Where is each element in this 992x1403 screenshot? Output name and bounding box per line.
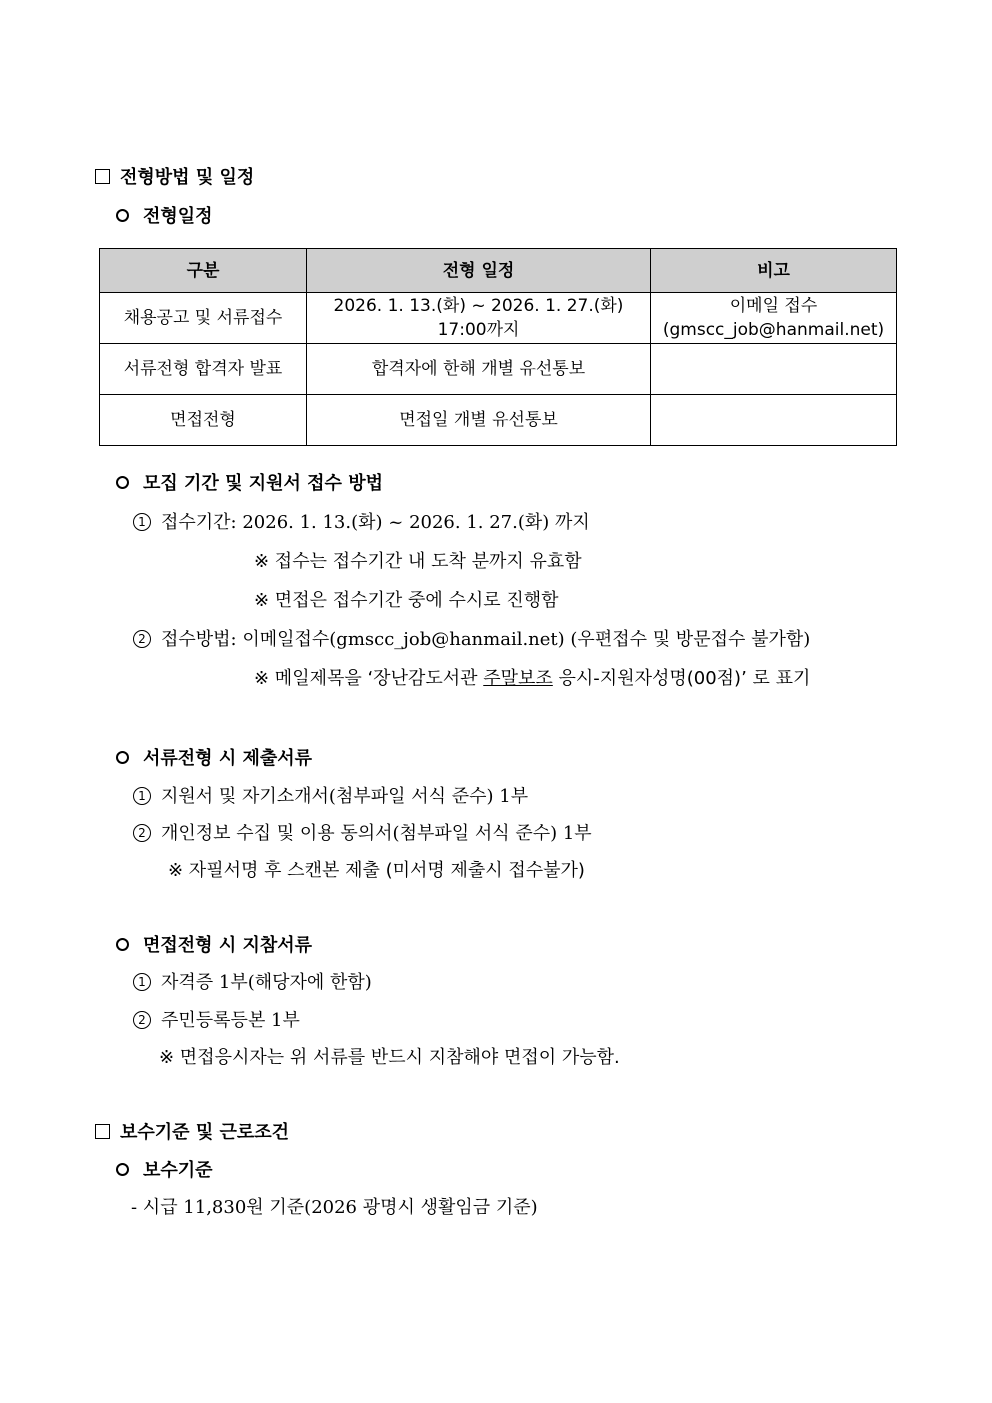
table-row [100,344,897,395]
list-item [133,508,590,534]
list-item [133,1006,300,1032]
table-cell: 면접일 개별 유선통보 [307,395,651,446]
list-item [133,625,810,651]
subheading-documents [116,744,312,770]
note-text: ※ 접수는 접수기간 내 도착 분까지 유효함 [254,551,582,572]
section-title: 보수기준 및 근로조건 [120,1122,290,1143]
list-item: - 시급 11,830원 기준(2026 광명시 생활임금 기준) [131,1197,538,1218]
note-text: ※ 면접응시자는 위 서류를 반드시 지참해야 면접이 가능함. [159,1047,620,1068]
circle-bullet-icon [116,938,129,951]
schedule-table [99,248,897,446]
section-heading-pay [95,1118,289,1144]
circled-number: 2 [133,824,151,842]
subheading-text: 모집 기간 및 지원서 접수 방법 [143,473,383,494]
circled-number: 1 [133,787,151,805]
table-cell: 합격자에 한해 개별 유선통보 [307,344,651,395]
table-cell [307,293,651,344]
note-text: ※ 면접은 접수기간 중에 수시로 진행함 [254,590,559,611]
table-row [100,293,897,344]
cell-line: 이메일 접수 [729,296,818,316]
note-text-part: ※ 메일제목을 ‘장난감도서관 [254,668,484,689]
list-item-text: 지원서 및 자기소개서(첨부파일 서식 준수) 1부 [161,786,529,807]
circle-bullet-icon [116,476,129,489]
table-header-cell: 구분 [100,249,307,293]
checkbox-square-icon [95,1124,110,1139]
list-item [133,968,372,994]
subheading-text: 서류전형 시 제출서류 [143,748,313,769]
underlined-text: 주말보조 [483,668,553,689]
cell-line: 17:00까지 [437,320,520,340]
subheading-interview [116,931,312,957]
circled-number: 2 [133,630,151,648]
note-text [254,664,810,690]
list-item [133,819,592,845]
list-item-text: 주민등록등본 1부 [161,1010,300,1031]
table-cell: 서류전형 합격자 발표 [100,344,307,395]
table-cell [651,344,897,395]
subheading-recruitment [116,469,383,495]
table-header-cell: 전형 일정 [307,249,651,293]
table-row [100,395,897,446]
note-text-part: 응시-지원자성명(00점)’ 로 표기 [552,668,811,689]
section-heading-selection [95,163,254,189]
table-cell: 면접전형 [100,395,307,446]
list-item-text: 접수기간: 2026. 1. 13.(화) ~ 2026. 1. 27.(화) 까지 [161,512,590,533]
subheading-text: 전형일정 [143,206,213,227]
cell-line: (gmscc_job@hanmail.net) [662,320,885,340]
subheading-pay-standard [116,1156,213,1182]
table-cell [651,293,897,344]
subheading-text: 면접전형 시 지참서류 [143,935,313,956]
cell-line: 2026. 1. 13.(화) ~ 2026. 1. 27.(화) [333,296,624,316]
circle-bullet-icon [116,209,129,222]
subheading-text: 보수기준 [143,1160,213,1181]
list-item [133,782,528,808]
circle-bullet-icon [116,1163,129,1176]
circled-number: 2 [133,1011,151,1029]
circled-number: 1 [133,973,151,991]
table-header-cell: 비고 [651,249,897,293]
subheading-schedule [116,202,213,228]
circle-bullet-icon [116,751,129,764]
note-text: ※ 자필서명 후 스캔본 제출 (미서명 제출시 접수불가) [168,860,585,881]
circled-number: 1 [133,513,151,531]
list-item-text: 접수방법: 이메일접수(gmscc_job@hanmail.net) (우편접수 및 방문접수 불가함) [161,629,811,650]
table-cell [651,395,897,446]
section-title: 전형방법 및 일정 [120,167,255,188]
list-item-text: 자격증 1부(해당자에 한함) [161,972,372,993]
table-cell: 채용공고 및 서류접수 [100,293,307,344]
checkbox-square-icon [95,169,110,184]
table-header-row [100,249,897,293]
list-item-text: 개인정보 수집 및 이용 동의서(첨부파일 서식 준수) 1부 [161,823,592,844]
